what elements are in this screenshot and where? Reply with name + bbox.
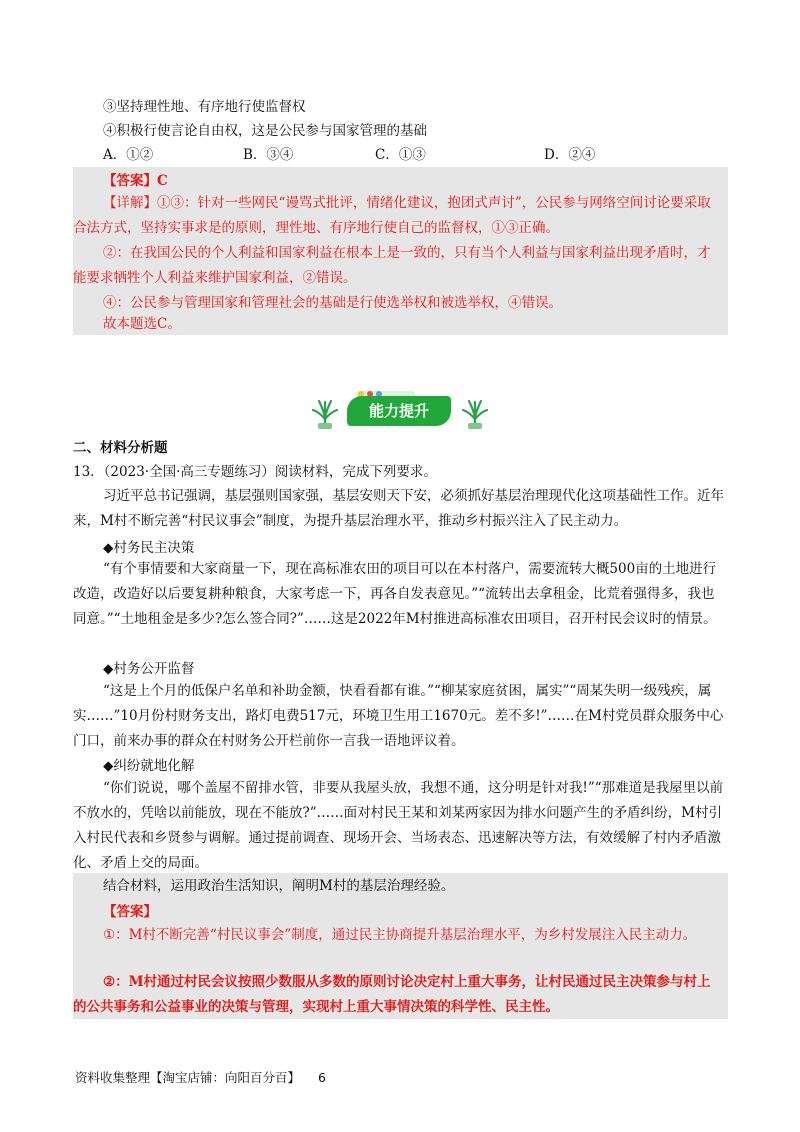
section-banner bbox=[312, 391, 488, 431]
material-intro: 习近平总书记强调，基层强则国家强，基层安则天下安，必须抓好基层治理现代化这项基础性工作。近年来，M村不断完善“村民议事会”制度，为提升基层治理水平，推动乡村振兴注入了民主动力。 bbox=[73, 488, 724, 529]
question-13-stem: 13．（2023·全国·高三专题练习）阅读材料，完成下列要求。 bbox=[73, 464, 437, 480]
material-3: “你们说说，哪个盖屋不留排水管，非要从我屋头放，我想不通，这分明是针对我!”“那难道是我屋里以前不放水的，凭啥以前能放，现在不能放?”……面对村民王某和刘某两家因为排水问题产生的矛盾纠纷，M村引入村民代表和乡贤参与调解。通过提前调查、现场开会、当场表态、迅速解决等方法，有效缓解了村内矛盾激化、矛盾上交的局面。 bbox=[73, 780, 724, 871]
answer-value: C bbox=[157, 173, 168, 189]
detail-paragraph-4: 故本题选C。 bbox=[103, 316, 181, 332]
answer-label: 【答案】 bbox=[103, 173, 157, 189]
grass-icon bbox=[312, 399, 338, 429]
choice-item-4: ④积极行使言论自由权，这是公民参与国家管理的基础 bbox=[103, 123, 427, 139]
page-footer bbox=[75, 1068, 326, 1086]
section-heading: 二、材料分析题 bbox=[73, 440, 168, 456]
page-number: 6 bbox=[318, 1070, 326, 1085]
answer-point-2: ②：M村通过村民会议按照少数服从多数的原则讨论决定村上重大事务，让村民通过民主决策参与村上的公共事务和公益事业的决策与管理，实现村上重大事情决策的科学性、民主性。 bbox=[73, 974, 711, 1015]
detail-text-1: ①③：针对一些网民“谩骂式批评，情绪化建议，抱团式声讨”，公民参与网络空间讨论要采取合法方式，坚持实事求是的原则，理性地、有序地行使自己的监督权，①③正确。 bbox=[73, 195, 711, 236]
answer-block-2 bbox=[73, 873, 728, 1019]
subheading-2: ◆村务公开监督 bbox=[103, 661, 195, 677]
subheading-1: ◆村务民主决策 bbox=[103, 540, 195, 556]
answer-block-1 bbox=[73, 167, 728, 335]
answer-line bbox=[103, 171, 168, 191]
material-2: “这是上个月的低保户名单和补助金额，快看看都有谁。”“柳某家庭贫困，属实”“周某失明一级残疾，属实……”10月份村财务支出，路灯电费517元，环境卫生用工1670元。差不多!”……在M村党员群众服务中心门口，前来办事的群众在村财务公开栏前你一言我一语地评议着。 bbox=[73, 683, 724, 749]
option-c: C．①③ bbox=[375, 147, 426, 163]
answer-point-1: ①：M村不断完善“村民议事会”制度，通过民主协商提升基层治理水平，为乡村发展注入民主动力。 bbox=[103, 927, 697, 943]
grass-icon bbox=[462, 399, 488, 429]
detail-label: 【详解】 bbox=[103, 195, 157, 211]
task-prompt: 结合材料，运用政治生活知识，阐明M村的基层治理经验。 bbox=[103, 878, 455, 894]
choice-item-3: ③坚持理性地、有序地行使监督权 bbox=[103, 99, 306, 115]
detail-paragraph-1 bbox=[73, 191, 723, 241]
detail-paragraph-3: ④：公民参与管理国家和管理社会的基础是行使选举权和被选举权，④错误。 bbox=[103, 295, 562, 311]
subheading-3: ◆纠纷就地化解 bbox=[103, 758, 195, 774]
banner-label: 能力提升 bbox=[347, 396, 451, 426]
footer-source: 资料收集整理【淘宝店铺：向阳百分百】 bbox=[75, 1070, 301, 1085]
answer-label-2: 【答案】 bbox=[103, 904, 157, 920]
option-a: A．①② bbox=[103, 147, 154, 163]
option-d: D．②④ bbox=[544, 147, 596, 163]
detail-paragraph-2: ②：在我国公民的个人利益和国家利益在根本上是一致的，只有当个人利益与国家利益出现矛盾时，才能要求牺牲个人利益来维护国家利益，②错误。 bbox=[73, 245, 711, 286]
option-b: B．③④ bbox=[243, 147, 294, 163]
material-1: “有个事情要和大家商量一下，现在高标准农田的项目可以在本村落户，需要流转大概500亩的土地进行改造，改造好以后要复耕种粮食，大家考虑一下，再各自发表意见。”“流转出去拿租金，比荒着强得多，我也同意。”“土地租金是多少?怎么签合同?”……这是2022年M村推进高标准农田项目，召开村民会议时的情景。 bbox=[73, 561, 717, 627]
